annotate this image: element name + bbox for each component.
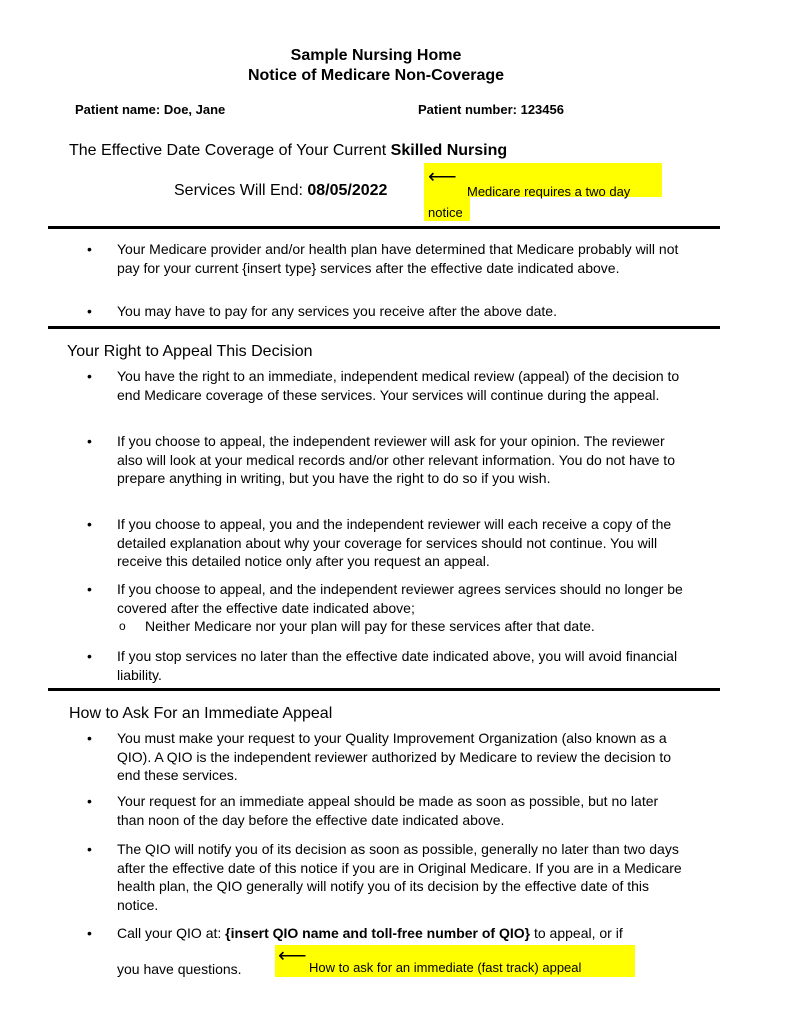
circle-bullet-icon: o	[119, 619, 126, 633]
list-item-text: You have the right to an immediate, independent medical review (appeal) of the decision to end Medicare coverage of these services. Your services will continue during the appeal.	[117, 368, 680, 403]
bullet-icon: •	[87, 303, 92, 319]
call-qio-prefix: Call your QIO at:	[117, 925, 222, 941]
arrow-icon: ⟵	[428, 166, 457, 188]
section-divider	[48, 688, 720, 691]
list-item	[87, 367, 687, 404]
bullet-icon: •	[87, 433, 92, 449]
list-item	[87, 515, 687, 571]
list-item	[87, 580, 687, 636]
call-qio-line-2: you have questions.	[117, 961, 242, 977]
section-heading-right-to-appeal: Your Right to Appeal This Decision	[67, 343, 313, 360]
two-day-notice-line-2: notice	[428, 205, 463, 220]
sub-list-item-text: Neither Medicare nor your plan will pay for these services after that date.	[145, 618, 595, 634]
patient-number	[418, 102, 564, 117]
bullet-icon: •	[87, 730, 92, 746]
section-heading-how-to-ask: How to Ask For an Immediate Appeal	[69, 705, 333, 722]
list-item-text: Your Medicare provider and/or health plan have determined that Medicare probably will not pay for your current {insert type} services after the effective date indicated above.	[117, 241, 679, 276]
list-item	[87, 729, 687, 785]
list-item	[87, 792, 687, 829]
list-item-text: Your request for an immediate appeal should be made as soon as possible, but no later than noon of the day before the effective date indicated above.	[117, 793, 659, 828]
list-item-text: You must make your request to your Quality Improvement Organization (also known as a QIO). A QIO is the independent reviewer authorized by Medicare to review the decision to end these services.	[117, 730, 672, 783]
patient-name	[75, 102, 225, 117]
bullet-icon: •	[87, 516, 92, 532]
patient-number-value: 123456	[520, 102, 564, 117]
section-divider	[48, 326, 720, 329]
appeal-note: How to ask for an immediate (fast track) appeal	[309, 960, 582, 975]
bullet-icon: •	[87, 241, 92, 257]
bullet-icon: •	[87, 793, 92, 809]
list-item-text: The QIO will notify you of its decision as soon as possible, generally no later than two days after the effective date of this notice if you are in Original Medicare. If you are in a Medicare health plan, the QIO generally will notify you of its decision by the effective date of this notice.	[117, 841, 682, 913]
effective-line-2	[174, 182, 387, 200]
section-divider	[48, 226, 720, 229]
patient-name-value: Doe, Jane	[163, 102, 226, 117]
list-item-text: You may have to pay for any services you receive after the above date.	[117, 303, 557, 319]
effective-line-1-text: The Effective Date Coverage of Your Current	[69, 142, 387, 159]
patient-name-label: Patient name:	[75, 102, 161, 117]
qio-placeholder: {insert QIO name and toll-free number of QIO}	[225, 925, 531, 941]
arrow-icon: ⟵	[278, 945, 307, 967]
list-item-call-qio	[87, 924, 717, 943]
bullet-icon: •	[87, 648, 92, 664]
two-day-notice-line-1: Medicare requires a two day	[467, 184, 631, 199]
service-type: Skilled Nursing	[390, 142, 508, 159]
list-item	[87, 302, 687, 321]
list-item	[87, 240, 687, 277]
list-item-text: If you choose to appeal, and the independent reviewer agrees services should no longer be covered after the effective date indicated above;	[117, 581, 683, 616]
facility-name: Sample Nursing Home	[290, 47, 462, 64]
call-qio-suffix: to appeal, or if	[533, 925, 623, 941]
patient-number-label: Patient number:	[418, 102, 517, 117]
end-date: 08/05/2022	[307, 182, 388, 199]
list-item	[87, 840, 687, 914]
bullet-icon: •	[87, 841, 92, 857]
effective-line-2-text: Services Will End:	[174, 182, 303, 199]
effective-line-1	[69, 142, 507, 160]
list-item	[87, 647, 687, 684]
list-item-text: If you choose to appeal, the independent reviewer will ask for your opinion. The reviewer also will look at your medical records and/or other relevant information. You do not have to prepare anything in writing, but you have the right to do so if you wish.	[117, 433, 675, 486]
list-item	[87, 432, 687, 488]
bullet-icon: •	[87, 925, 92, 941]
notice-title: Notice of Medicare Non-Coverage	[247, 67, 505, 84]
sub-list-item	[117, 617, 687, 636]
bullet-icon: •	[87, 368, 92, 384]
bullet-icon: •	[87, 581, 92, 597]
list-item-text: If you choose to appeal, you and the independent reviewer will each receive a copy of the detailed explanation about why your coverage for services should not continue. You will receive this detailed notice only after you request an appeal.	[117, 516, 672, 569]
list-item-text: If you stop services no later than the effective date indicated above, you will avoid financial liability.	[117, 648, 678, 683]
